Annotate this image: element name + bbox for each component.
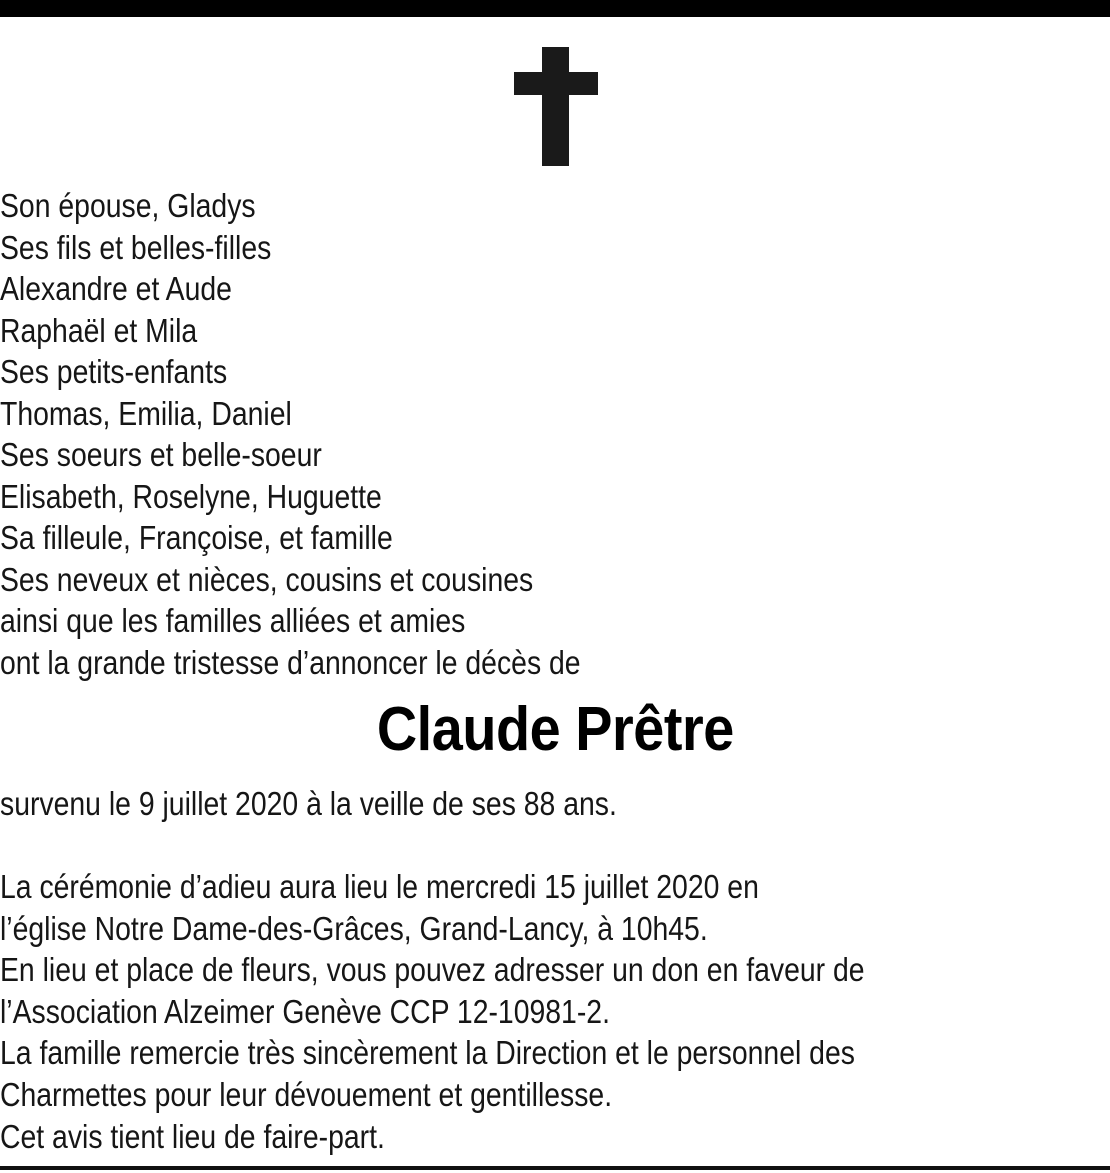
top-border-rule — [0, 0, 1110, 17]
family-line: Elisabeth, Roselyne, Huguette — [0, 477, 382, 515]
family-line: Ses soeurs et belle-soeur — [0, 436, 322, 473]
family-line: Son épouse, Gladys — [0, 187, 256, 224]
detail-line: La famille remercie très sincèrement la Direction et le personnel des — [0, 1034, 855, 1072]
cross-icon-vertical-bar — [542, 47, 569, 166]
family-line: Alexandre et Aude — [0, 270, 232, 307]
family-line: Ses neveux et nièces, cousins et cousines — [0, 560, 534, 598]
detail-line: Charmettes pour leur dévouement et gentillesse. — [0, 1075, 613, 1113]
family-line: Raphaël et Mila — [0, 311, 198, 349]
cross-icon-horizontal-bar — [514, 72, 598, 95]
detail-line: l’église Notre Dame-des-Grâces, Grand-Lancy, à 10h45. — [0, 909, 708, 947]
detail-line: l’Association Alzeimer Genève CCP 12-10981-2. — [0, 992, 610, 1030]
deceased-name — [0, 692, 1110, 768]
family-line: Sa filleule, Françoise, et famille — [0, 519, 393, 556]
cross-icon — [514, 47, 598, 166]
family-line: Ses petits-enfants — [0, 353, 228, 390]
ceremony-details — [0, 866, 1100, 1157]
death-notice — [0, 783, 1100, 825]
family-line: ont la grande tristesse d’annoncer le décès de — [0, 643, 581, 681]
detail-line: En lieu et place de fleurs, vous pouvez adresser un don en faveur de — [0, 951, 865, 989]
bottom-border-rule — [0, 1166, 1110, 1170]
death-notice-text: survenu le 9 juillet 2020 à la veille de ses 88 ans. — [0, 785, 617, 822]
deceased-name-text: Claude Prêtre — [376, 695, 734, 764]
detail-line: Cet avis tient lieu de faire-part. — [0, 1117, 385, 1155]
detail-line: La cérémonie d’adieu aura lieu le mercredi 15 juillet 2020 en — [0, 868, 759, 905]
family-line: ainsi que les familles alliées et amies — [0, 602, 466, 639]
family-line: Ses fils et belles-filles — [0, 228, 272, 266]
family-line: Thomas, Emilia, Daniel — [0, 394, 292, 432]
family-list — [0, 185, 1100, 683]
